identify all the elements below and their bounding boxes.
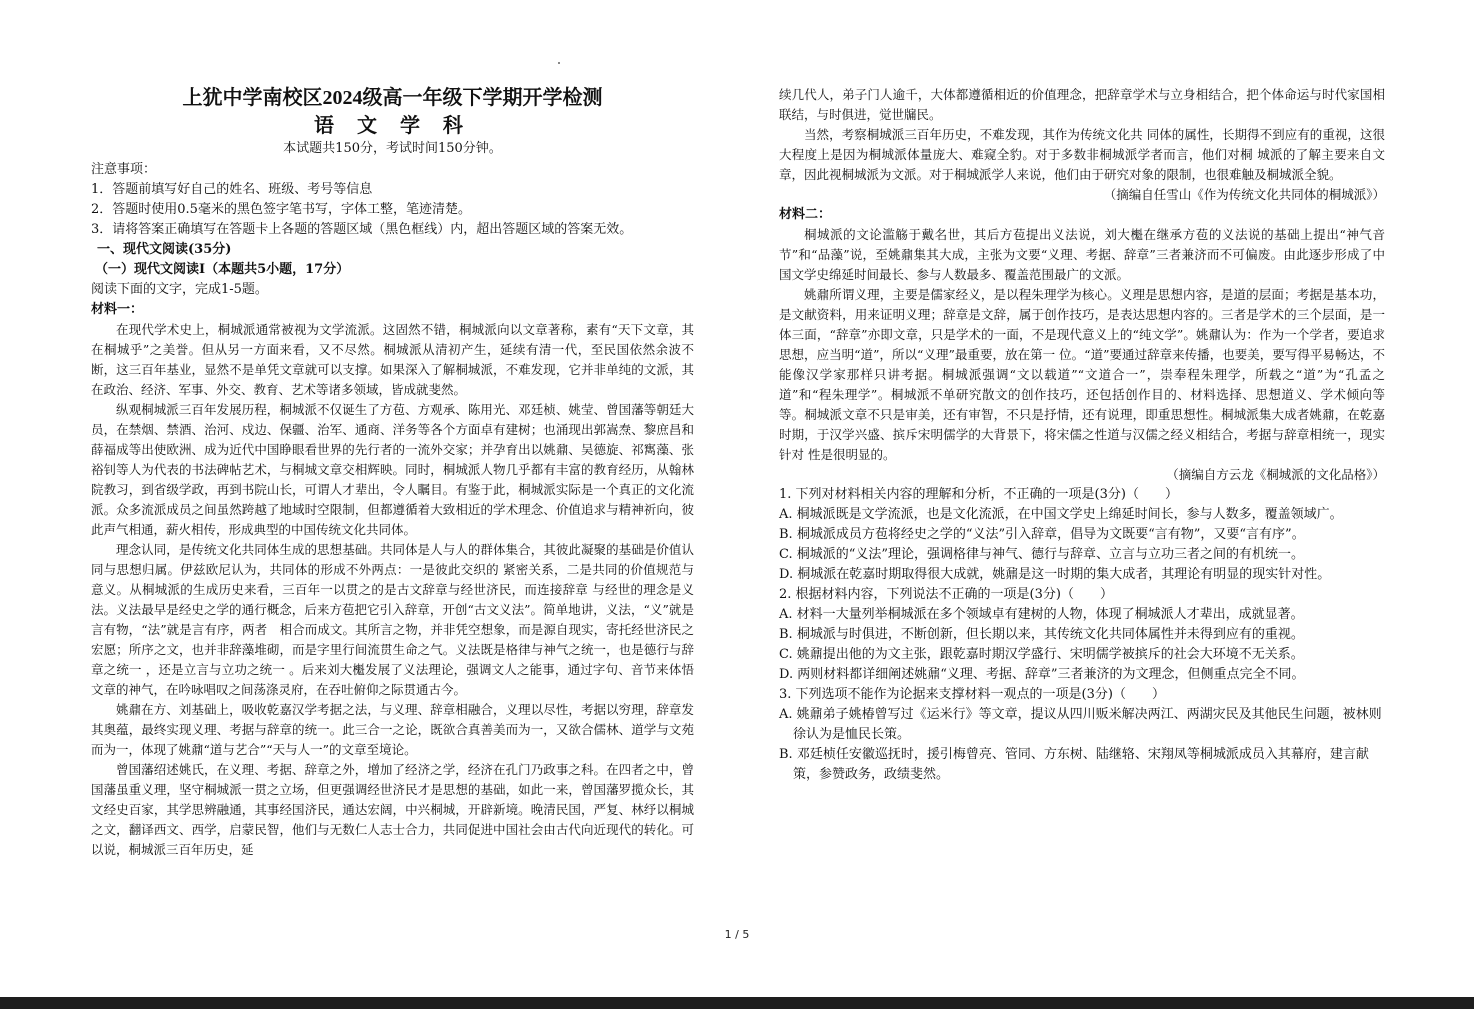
material2-paragraph: 桐城派的文论滥觞于戴名世，其后方苞提出义法说，刘大櫆在继承方苞的义法说的基础上提出“神气音节”和“品藻”说，至姚鼐集其大成，主张为文要“义理、考据、辞章”三者兼济而不可偏废。由此逐步形成了中国文学史绵延时间最长、参与人数最多、覆盖范围最广的文派。 xyxy=(779,227,1385,282)
question-option: A. 材料一大量列举桐城派在多个领域卓有建树的人物，体现了桐城派人才辈出，成就显著。 xyxy=(779,607,1304,622)
question-option: C. 姚鼐提出他的为文主张，跟乾嘉时期汉学盛行、宋明儒学被摈斥的社会大环境不无关系。 xyxy=(779,647,1304,662)
question-1 xyxy=(779,485,1385,585)
exam-info: 本试题共150分，考试时间150分钟。 xyxy=(283,141,502,156)
continuation-paragraph: 当然，考察桐城派三百年历史，不难发现，其作为传统文化共 同体的属性，长期得不到应有的重视，这很大程度上是因为桐城派体量庞大、难窥全豹。对于多数非桐城派学者而言，他们对桐 城派的了解主要来自文章，因此视桐城派为文派。对于桐城派学人来说，他们由于研究对象的限制，也很难触及桐城派全貌。 xyxy=(779,127,1385,182)
material1-body xyxy=(91,320,694,860)
question-option: A. 姚鼐弟子姚椿曾写过《运米行》等文章，提议从四川贩米解决两江、两湖灾民及其他民生问题，被林则徐认为是恤民长策。 xyxy=(779,707,1382,742)
material1-paragraph: 在现代学术史上，桐城派通常被视为文学流派。这固然不错，桐城派向以文章著称，素有“天下文章，其在桐城乎”之美誉。但从另一方面来看，又不尽然。桐城派从清初产生，延续有清一代，至民国依然余波不断，这三百年基业，显然不是单凭文章就可以支撑。如果深入了解桐城派，不难发现，它并非单纯的文派，其在政治、经济、军事、外交、教育、艺术等诸多领域，皆成就斐然。 xyxy=(91,322,694,397)
question-option: A. 桐城派既是文学流派，也是文化流派，在中国文学史上绵延时间长，参与人数多，覆盖领域广。 xyxy=(779,507,1343,522)
page-indicator: 1 / 5 xyxy=(724,928,750,941)
source-citation: （摘编自任雪山《作为传统文化共同体的桐城派》） xyxy=(1103,187,1385,202)
note-item: 2．答题时使用0.5毫米的黑色签字笔书写，字体工整，笔迹清楚。 xyxy=(91,202,471,217)
material1-paragraph: 纵观桐城派三百年发展历程，桐城派不仅诞生了方苞、方观承、陈用光、邓廷桢、姚莹、曾国藩等朝廷大员，在禁烟、禁酒、治河、戍边、保疆、治军、通商、洋务等各个方面卓有建树；也涌现出郭嵩焘、黎庶昌和薛福成等出使欧洲、成为近代中国睁眼看世界的先行者的一流外交家；并孕育出以姚鼐、吴德旋、祁寯藻、张裕钊等人为代表的书法碑帖艺术，与桐城文章交相辉映。同时，桐城派人物几乎都有丰富的教育经历，从翰林院教习，到省级学政，再到书院山长，可谓人才辈出，令人瞩目。有鉴于此，桐城派实际是一个真正的文化流派。众多流派成员之间虽然跨越了地域时空限制，但都遵循着大致相近的学术理念、价值追求与精神祈向，彼此声气相通，薪火相传，形成典型的中国传统文化共同体。 xyxy=(91,402,694,537)
exam-title: 上犹中学南校区2024级高一年级下学期开学检测 xyxy=(182,87,603,109)
question-3 xyxy=(779,685,1385,785)
question-stem: 1. 下列对材料相关内容的理解和分析，不正确的一项是(3分)（ ） xyxy=(779,487,1178,502)
continuation-paragraph: 续几代人，弟子门人逾千，大体都遵循相近的价值理念，把辞章学术与立身相结合，把个体命运与时代家国相联结，与时俱进，觉世牖民。 xyxy=(779,87,1385,122)
exam-subject: 语 文 学 科 xyxy=(314,113,471,137)
right-column xyxy=(779,85,1385,785)
note-item: 3．请将答案正确填写在答题卡上各题的答题区域（黑色框线）内，超出答题区域的答案无效。 xyxy=(91,222,633,237)
question-option: B. 邓廷桢任安徽巡抚时，援引梅曾亮、管同、方东树、陆继辂、宋翔凤等桐城派成员入其幕府，建言献策，参赞政务，政绩斐然。 xyxy=(779,747,1369,782)
material2-paragraph: 姚鼐所谓义理，主要是儒家经义，是以程朱理学为核心。义理是思想内容，是道的层面；考据是基本功，是文献资料，用来证明义理；辞章是文辞，属于创作技巧，是表达思想内容的。三者是学术的三个层面，是一体三面，“辞章”亦即文章，只是学术的一面，不是现代意义上的“纯文学”。姚鼐认为：作为一个学者，要追求思想，应当明“道”，所以“义理”最重要，放在第一 位。“道”要通过辞章来传播，也要美，要写得平易畅达，不能像汉学家那样只讲考据。桐城派强调“文以载道”“文道合一”，崇奉程朱理学，所载之“道”为“孔孟之道”和“程朱理学”。桐城派不单研究散文的创作技巧，还包括创作目的、材料选择、思想道义、学术倾向等等。桐城派文章不只是审美，还有审智，不只是抒情，还有说理，即重思想性。桐城派集大成者姚鼐，在乾嘉时期，于汉学兴盛、摈斥宋明儒学的大背景下，将宋儒之性道与汉儒之经义相结合，考据与辞章相统一，现实针对 性是很明显的。 xyxy=(779,287,1385,462)
scan-dot xyxy=(558,62,560,64)
material1-paragraph: 理念认同，是传统文化共同体生成的思想基础。共同体是人与人的群体集合，其彼此凝聚的基础是价值认同与思想归属。伊兹欧尼认为，共同体的形成不外两点：一是彼此交织的 紧密关系，二是共同的价值规范与意义。从桐城派的生成历史来看，三百年一以贯之的是古文辞章与经世济民，而连接辞章 与经世的理念是义法。义法最早是经史之学的通行概念，后来方苞把它引入辞章，开创“古文义法”。简单地讲，义法，“义”就是言有物，“法”就是言有序，两者 相合而成文。其所言之物，并非凭空想象，而是源自现实，寄托经世济民之宏愿；所序之文，也并非辞藻堆砌，而是字里行间流贯生命之气。义法既是格律与神气之统一，也是德行与辞章之统一 ，还是立言与立功之统一 。后来刘大櫆发展了义法理论，强调文人之能事，通过字句、音节来体悟文章的神气，在吟咏唱叹之间荡涤灵府，在吞吐俯仰之际贯通古今。 xyxy=(91,542,694,697)
question-stem: 3. 下列选项不能作为论据来支撑材料一观点的一项是(3分)（ ） xyxy=(779,687,1165,702)
notes-block xyxy=(91,160,694,320)
viewer-bottom-bar xyxy=(0,997,1474,1009)
section-subheading: （一）现代文阅读Ⅰ（本题共5小题，17分） xyxy=(95,262,350,277)
note-item: 1．答题前填写好自己的姓名、班级、考号等信息 xyxy=(91,182,373,197)
question-option: C. 桐城派的“义法”理论，强调格律与神气、德行与辞章、立言与立功三者之间的有机统一。 xyxy=(779,547,1305,562)
material1-paragraph: 曾国藩绍述姚氏，在义理、考据、辞章之外，增加了经济之学，经济在孔门乃政事之科。在四者之中，曾国藩虽重义理，坚守桐城派一贯之立场，但更强调经世济民才是思想的基础，如此一来，曾国藩罗揽众长，其文经史百家，其学思辨融通，其事经国济民，通达宏阔，中兴桐城，开辟新境。晚清民国，严复、林纾以桐城之文，翻译西文、西学，启蒙民智，他们与无数仁人志士合力，共同促进中国社会由古代向近现代的转化。可以说，桐城派三百年历史，延 xyxy=(91,762,694,857)
material1-label: 材料一： xyxy=(91,302,144,317)
section-instruction: 阅读下面的文字，完成1-5题。 xyxy=(91,282,268,297)
section-heading: 一、现代文阅读(35分) xyxy=(97,242,232,257)
question-stem: 2. 根据材料内容，下列说法不正确的一项是(3分)（ ） xyxy=(779,587,1113,602)
question-option: B. 桐城派成员方苞将经史之学的“义法”引入辞章，倡导为文既要“言有物”，又要“言有序”。 xyxy=(779,527,1305,542)
source-citation: （摘编自方云龙《桐城派的文化品格》） xyxy=(1166,467,1385,482)
question-option: D. 桐城派在乾嘉时期取得很大成就，姚鼐是这一时期的集大成者，其理论有明显的现实针对性。 xyxy=(779,567,1331,582)
material1-paragraph: 姚鼐在方、刘基础上，吸收乾嘉汉学考据之法，与义理、辞章相融合，义理以尽性，考据以穷理，辞章发其奥蕴，最终实现义理、考据与辞章的统一。此三合一之论，既欲合真善美而为一，又欲合儒林、道学与文苑而为一，体现了姚鼐“道与艺合”“天与人一”的文章至境论。 xyxy=(91,702,694,757)
question-2 xyxy=(779,585,1385,685)
question-option: D. 两则材料都详细阐述姚鼐“义理、考据、辞章”三者兼济的为文理念，但侧重点完全不同。 xyxy=(779,667,1305,682)
question-option: B. 桐城派与时俱进，不断创新，但长期以来，其传统文化共同体属性并未得到应有的重视。 xyxy=(779,627,1304,642)
notes-heading: 注意事项： xyxy=(91,162,157,177)
material2-label: 材料二： xyxy=(779,207,832,222)
